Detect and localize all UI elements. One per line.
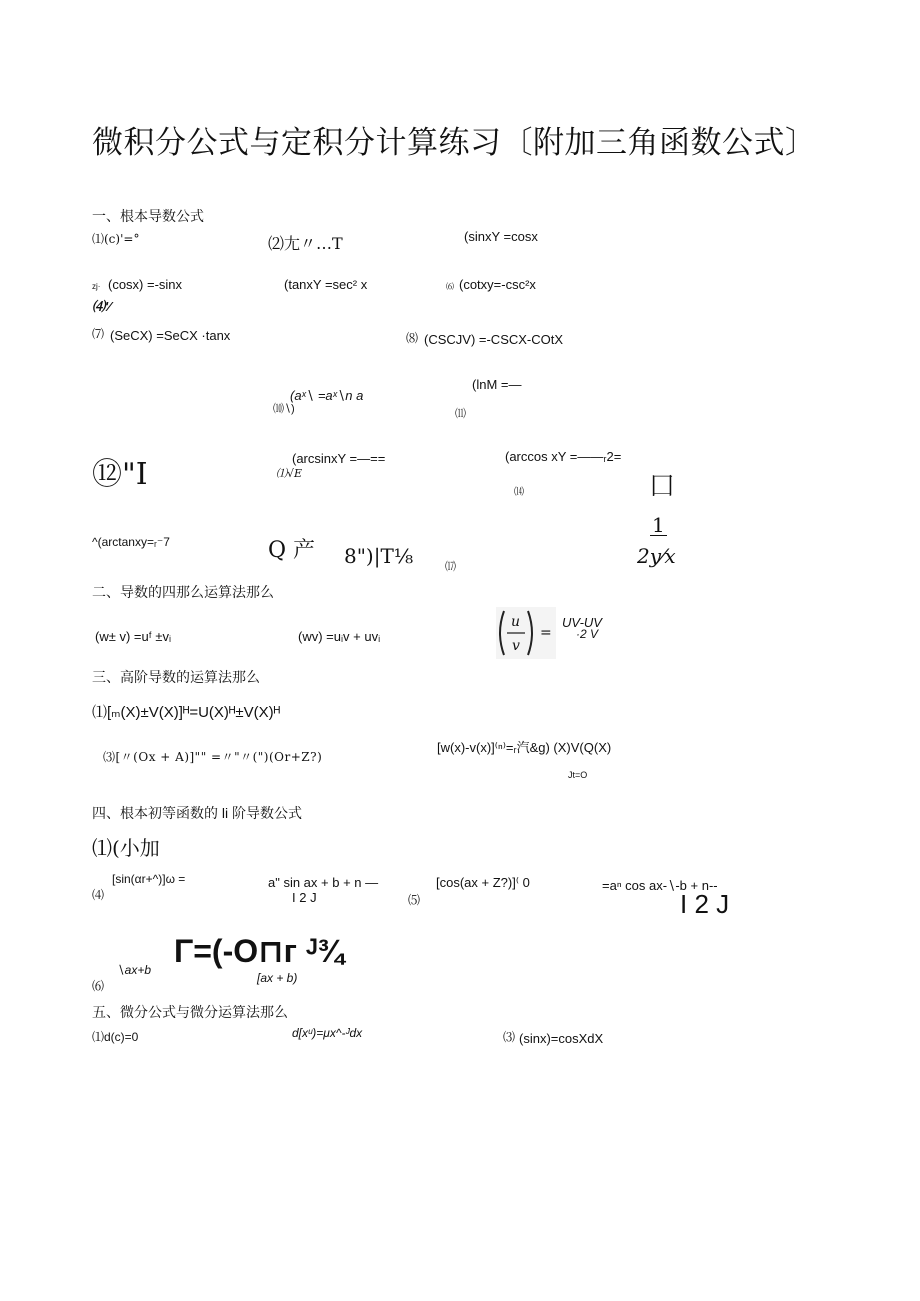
leibniz-rule: [w(x)-v(x)]⁽ⁿ⁾=ᵣ汽&g) (X)V(Q(X) — [437, 740, 612, 755]
sin-derivative: [sin(αr+^)]ω = — [112, 872, 186, 886]
higher-order-rule-1: ⑴[ₘ(X)±V(X)]ᴴ=U(X)ᴴ±V(X)ᴴ — [92, 704, 281, 721]
formula-6: (cotxy=-csc²x — [459, 277, 536, 292]
formula-8: (CSCJV) =-CSCX-COtX — [424, 332, 564, 347]
formula-7-marker: ⑺ — [92, 327, 105, 341]
formula-17-numerator: 1 — [652, 513, 665, 537]
cos-derivative-result: =aⁿ cos ax-∖-b + n-- — [602, 878, 718, 893]
formula-2: ⑵尢〃…T — [268, 234, 343, 253]
cos-derivative: [cos(ax + Z?)]⁽ 0 — [436, 875, 530, 890]
section-heading-1: 一、根本导数公式 — [92, 208, 204, 224]
formula-17-denominator: 2y⁄x — [637, 544, 676, 568]
formula-7: (SeCX) =SeCX ·tanx — [110, 328, 231, 343]
quotient-rule-image — [496, 607, 556, 659]
quotient-equals: = — [540, 625, 552, 641]
formula-12: (arcsinxY =—== — [292, 451, 386, 466]
sin-derivative-marker: ⑷ — [92, 888, 105, 902]
formula-12-sqrt: ⑴√E — [276, 467, 303, 480]
formula-9: (aˣ∖ =aˣ∖n a — [290, 388, 364, 403]
formula-4-number: ⑷'⁄ — [92, 299, 111, 314]
cos-derivative-marker: ⑸ — [408, 893, 421, 907]
formula-10-marker: ⑽∖) — [273, 403, 295, 415]
quotient-denominator: v — [512, 638, 520, 654]
leibniz-rule-index: Jt=O — [568, 770, 588, 780]
differential-1: ⑴d(c)=0 — [92, 1030, 139, 1044]
formula-3: (sinxY =cosx — [464, 229, 538, 244]
higher-order-rule-3: ⑶[〃(Ox + A)]"" =〃"〃(")(Or+Z?) — [103, 750, 323, 764]
page-title: 微积分公式与定积分计算练习〔附加三角函数公式〕 — [92, 125, 817, 160]
formula-17-marker: ⒄ — [445, 560, 456, 573]
formula-11: (lnM =— — [472, 377, 522, 392]
formula-6-marker: ⑹ — [446, 282, 454, 291]
quotient-result-denominator: ·2 V — [576, 627, 599, 641]
log-derivative: Γ=(-O⊓ᴦ ᴶ¾ — [174, 933, 344, 969]
differential-3-marker: ⑶ — [503, 1030, 516, 1044]
log-derivative-denominator: [ax + b) — [257, 971, 298, 985]
formula-16-b: 8")|T⅛ — [344, 544, 414, 568]
formula-12-marker: ⑫"I — [92, 457, 148, 492]
nth-derivative-1: ⑴(小加 — [92, 836, 160, 860]
log-derivative-marker: ⑹ — [92, 979, 105, 993]
section-heading-4: 四、根本初等函数的 li 阶导数公式 — [92, 805, 302, 821]
section-heading-3: 三、高阶导数的运算法那么 — [92, 669, 260, 685]
quotient-result: UV-UV — [562, 615, 602, 630]
rule-sum: (w± v) =uᶠ ±vᵢ — [95, 629, 171, 644]
section-heading-5: 五、微分公式与微分运算法那么 — [92, 1004, 288, 1020]
formula-1: ⑴(c)'=° — [92, 232, 140, 246]
log-derivative-arg: ∖ax+b — [117, 963, 151, 977]
formula-13: (arccos xY =——ᵣ2= — [505, 449, 622, 464]
rule-product: (wv) =uᵢv + uvᵢ — [298, 629, 381, 644]
section-heading-2: 二、导数的四那么运算法那么 — [92, 584, 274, 600]
formula-16-a: Q 产 — [268, 538, 316, 563]
cos-derivative-bracket: I 2 J — [680, 889, 730, 919]
differential-2: d[xᵘ)=μx^-ᴶdx — [292, 1026, 363, 1040]
formula-15: ^(arctanxy=ᵣ⁻7 — [92, 535, 170, 549]
formula-4-marker: zj· — [92, 282, 101, 291]
quotient-numerator: u — [511, 614, 521, 630]
differential-3: (sinx)=cosXdX — [519, 1031, 604, 1046]
formula-5: (tanxY =sec² x — [284, 277, 368, 292]
sin-derivative-bracket: I 2 J — [292, 890, 317, 905]
formula-14-marker: ⒁ — [514, 487, 524, 498]
sin-derivative-result: a" sin ax + b + n — — [268, 875, 379, 890]
formula-11-marker: ⑾ — [455, 407, 466, 420]
formula-4: (cosx) =-sinx — [108, 277, 183, 292]
formula-13-box: ⼞ — [650, 472, 674, 500]
formula-8-marker: ⑻ — [406, 331, 419, 345]
